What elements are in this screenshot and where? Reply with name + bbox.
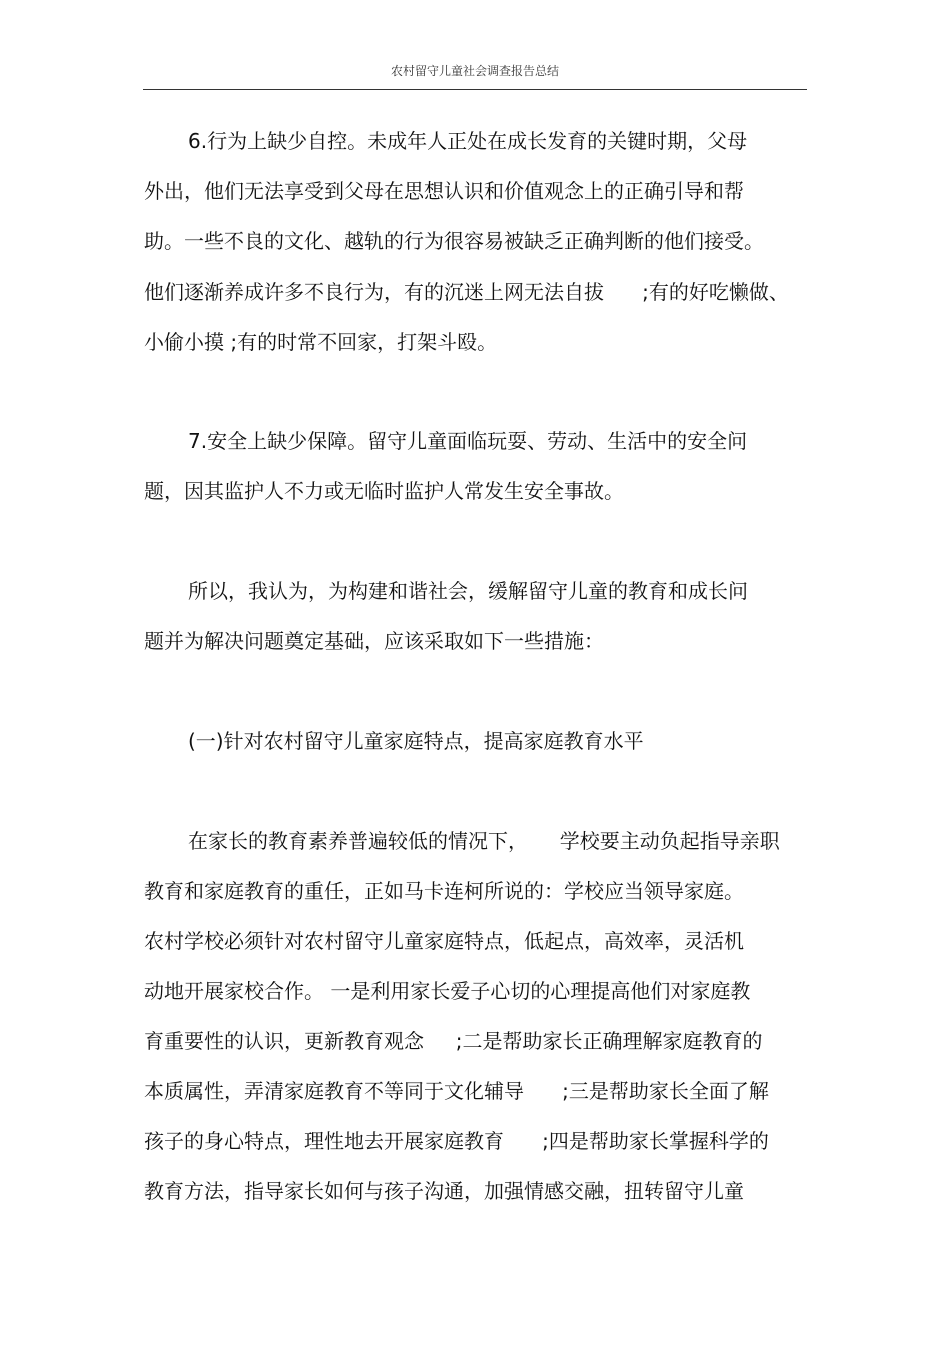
paragraph-line: 育重要性的认识，更新教育观念 ;二是帮助家长正确理解家庭教育的	[144, 1029, 763, 1053]
paragraph-line: 本质属性，弄清家庭教育不等同于文化辅导 ;三是帮助家长全面了解	[144, 1079, 769, 1103]
paragraph-line: 助。一些不良的文化、越轨的行为很容易被缺乏正确判断的他们接受。	[144, 229, 764, 253]
paragraph-line: 题，因其监护人不力或无临时监护人常发生安全事故。	[144, 479, 624, 503]
paragraph-line: 孩子的身心特点，理性地去开展家庭教育 ;四是帮助家长掌握科学的	[144, 1129, 769, 1153]
paragraph-line: 所以，我认为，为构建和谐社会，缓解留守儿童的教育和成长问	[188, 579, 748, 603]
section-heading: (一)针对农村留守儿童家庭特点，提高家庭教育水平	[188, 729, 644, 753]
paragraph-line: 他们逐渐养成许多不良行为，有的沉迷上网无法自拔 ;有的好吃懒做、	[144, 280, 789, 304]
paragraph-line: 动地开展家校合作。 一是利用家长爱子心切的心理提高他们对家庭教	[144, 979, 751, 1003]
paragraph-line: 农村学校必须针对农村留守儿童家庭特点，低起点，高效率，灵活机	[144, 929, 744, 953]
paragraph-line: 7.安全上缺少保障。留守儿童面临玩耍、劳动、生活中的安全问	[188, 429, 748, 453]
page-header-title: 农村留守儿童社会调查报告总结	[390, 64, 559, 78]
paragraph-line: 题并为解决问题奠定基础，应该采取如下一些措施：	[144, 629, 604, 653]
header-divider	[143, 89, 807, 90]
paragraph-line: 6.行为上缺少自控。未成年人正处在成长发育的关键时期，父母	[188, 129, 748, 153]
paragraph-line: 在家长的教育素养普遍较低的情况下， 学校要主动负起指导亲职	[188, 829, 780, 853]
paragraph-line: 教育和家庭教育的重任，正如马卡连柯所说的：学校应当领导家庭。	[144, 879, 744, 903]
paragraph-line: 外出，他们无法享受到父母在思想认识和价值观念上的正确引导和帮	[144, 179, 744, 203]
paragraph-line: 教育方法，指导家长如何与孩子沟通，加强情感交融，扭转留守儿童	[144, 1179, 744, 1203]
paragraph-line: 小偷小摸 ;有的时常不回家，打架斗殴。	[144, 330, 498, 354]
